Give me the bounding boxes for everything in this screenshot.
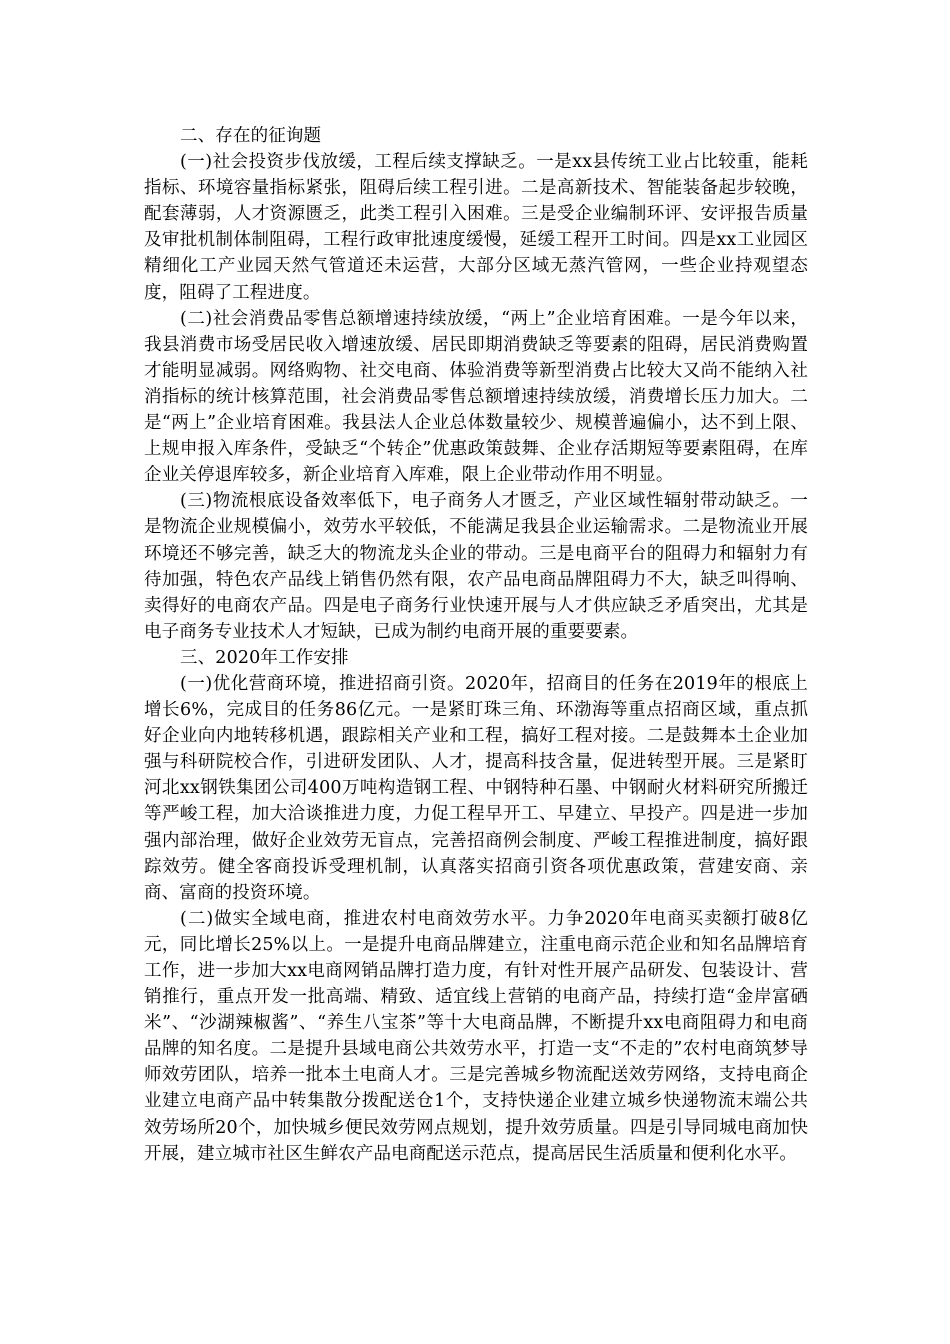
section-heading-work-plan: 三、2020年工作安排 <box>180 647 349 668</box>
paragraph-logistics-ecommerce: (三)物流根底设备效率低下，电子商务人才匮乏，产业区域性辐射带动缺乏。一是物流企业规模偏小，效劳水平较低，不能满足我县企业运输需求。二是物流业开展环境还不够完善，缺乏大的物流龙头企业的带动。三是电商平台的阻碍力和辐射力有待加强，特色农产品线上销售仍然有限，农产品电商品牌阻碍力不大，缺乏叫得响、卖得好的电商农产品。四是电子商务行业快速开展与人才供应缺乏矛盾突出，尤其是电子商务专业技术人才短缺，已成为制约电商开展的重要要素。 <box>144 491 808 642</box>
paragraph-investment-slowdown: (一)社会投资步伐放缓，工程后续支撑缺乏。一是xx县传统工业占比较重，能耗指标、环境容量指标紧张，阻碍后续工程引进。二是高新技术、智能装备起步较晚，配套薄弱，人才资源匮乏，此类工程引入困难。三是受企业编制环评、安评报告质量及审批机制体制阻碍，工程行政审批速度缓慢，延缓工程开工时间。四是xx工业园区精细化工产业园天然气管道还未运营，大部分区域无蒸汽管网，一些企业持观望态度，阻碍了工程进度。 <box>144 152 808 303</box>
document-body <box>144 123 808 1167</box>
section-heading-problems: 二、存在的征询题 <box>180 126 322 146</box>
paragraph-consumer-retail: (二)社会消费品零售总额增速持续放缓，“两上”企业培育困难。一是今年以来，我县消费市场受居民收入增速放缓、居民即期消费缺乏等要素的阻碍，居民消费购置才能明显减弱。网络购物、社交电商、体验消费等新型消费占比较大又尚不能纳入社消指标的统计核算范围，社会消费品零售总额增速持续放缓，消费增长压力加大。二是“两上”企业培育困难。我县法人企业总体数量较少、规模普遍偏小，达不到上限、上规申报入库条件，受缺乏“个转企”优惠政策鼓舞、企业存活期短等要素阻碍，在库企业关停退库较多，新企业培育入库难，限上企业带动作用不明显。 <box>144 308 808 486</box>
paragraph-business-environment: (一)优化营商环境，推进招商引资。2020年，招商目的任务在2019年的根底上增长6%，完成目的任务86亿元。一是紧盯珠三角、环渤海等重点招商区域，重点抓好企业向内地转移机遇，跟踪相关产业和工程，搞好工程对接。二是鼓舞本土企业加强与科研院校合作，引进研发团队、人才，提高科技含量，促进转型开展。三是紧盯河北xx钢铁集团公司400万吨构造钢工程、中钢特种石墨、中钢耐火材料研究所搬迁等严峻工程，加大洽谈推进力度，力促工程早开工、早建立、早投产。四是进一步加强内部治理，做好企业效劳无盲点，完善招商例会制度、严峻工程推进制度，搞好跟踪效劳。健全客商投诉受理机制，认真落实招商引资各项优惠政策，营建安商、亲商、富商的投资环境。 <box>144 673 808 903</box>
paragraph-rural-ecommerce: (二)做实全域电商，推进农村电商效劳水平。力争2020年电商买卖额打破8亿元，同比增长25%以上。一是提升电商品牌建立，注重电商示范企业和知名品牌培育工作，进一步加大xx电商网销品牌打造力度，有针对性开展产品研发、包装设计、营销推行，重点开发一批高端、精致、适宜线上营销的电商产品，持续打造“金岸富硒米”、“沙湖辣椒酱”、“养生八宝茶”等十大电商品牌，不断提升xx电商阻碍力和电商品牌的知名度。二是提升县域电商公共效劳水平，打造一支“不走的”农村电商筑梦导师效劳团队，培养一批本土电商人才。三是完善城乡物流配送效劳网络，支持电商企业建立电商产品中转集散分拨配送仓1个，支持快递企业建立城乡快递物流末端公共效劳场所20个，加快城乡便民效劳网点规划，提升效劳质量。四是引导同城电商加快开展，建立城市社区生鲜农产品电商配送示范点，提高居民生活质量和便利化水平。 <box>144 908 808 1164</box>
